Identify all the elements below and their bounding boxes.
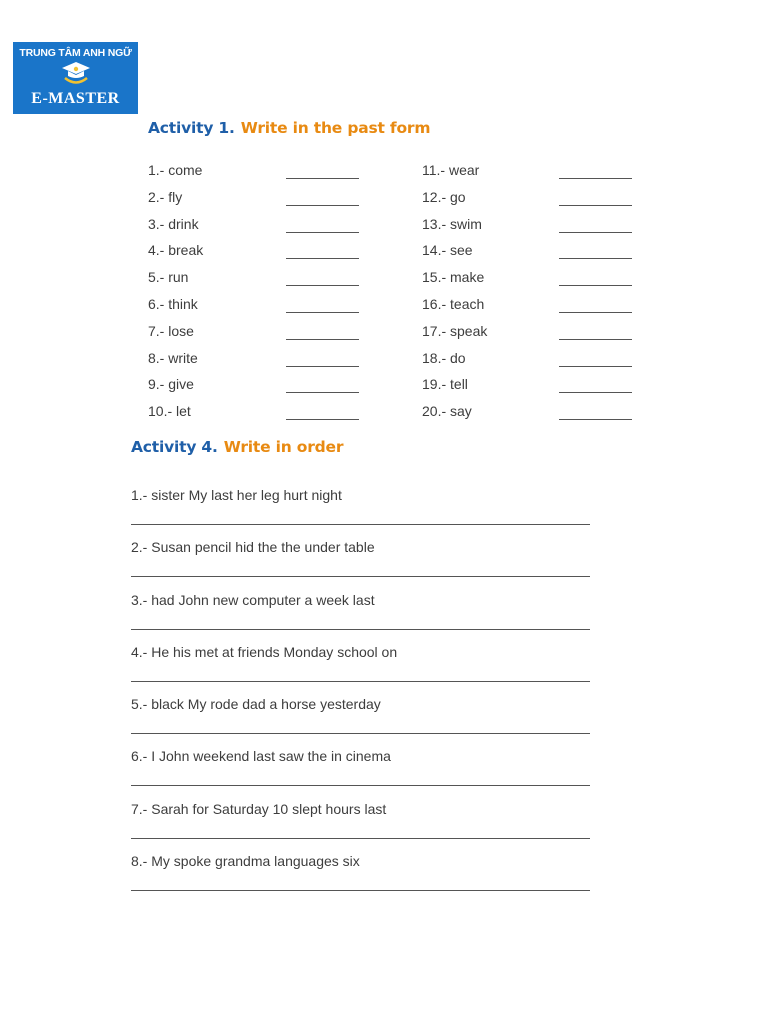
verb-label: 18.- do xyxy=(422,349,466,366)
verb-label: 13.- swim xyxy=(422,215,482,232)
scrambled-sentence: 1.- sister My last her leg hurt night xyxy=(131,487,342,503)
answer-line[interactable] xyxy=(131,629,590,630)
answer-blank[interactable] xyxy=(559,392,632,393)
verb-label: 12.- go xyxy=(422,188,466,205)
verb-label: 9.- give xyxy=(148,376,194,393)
answer-blank[interactable] xyxy=(559,178,632,179)
answer-blank[interactable] xyxy=(559,205,632,206)
answer-blank[interactable] xyxy=(559,419,632,420)
scrambled-sentence: 2.- Susan pencil hid the the under table xyxy=(131,539,375,556)
answer-blank[interactable] xyxy=(559,339,632,340)
activity-4-number: Activity 4. xyxy=(131,438,218,456)
answer-blank[interactable] xyxy=(286,392,359,393)
graduation-cap-icon xyxy=(61,60,91,88)
answer-line[interactable] xyxy=(131,785,590,786)
answer-blank[interactable] xyxy=(286,285,359,286)
activity-4-title: Write in order xyxy=(223,438,344,456)
verb-label: 6.- think xyxy=(148,295,198,312)
answer-blank[interactable] xyxy=(286,339,359,340)
answer-blank[interactable] xyxy=(286,258,359,259)
answer-line[interactable] xyxy=(131,681,590,682)
verb-label: 3.- drink xyxy=(148,215,199,232)
activity-1-number: Activity 1. xyxy=(148,119,235,137)
answer-blank[interactable] xyxy=(286,232,359,233)
verb-label: 14.- see xyxy=(422,242,473,259)
answer-line[interactable] xyxy=(131,733,590,734)
verb-label: 17.- speak xyxy=(422,322,488,339)
answer-blank[interactable] xyxy=(559,258,632,259)
scrambled-sentence: 4.- He his met at friends Monday school on xyxy=(131,643,398,660)
answer-line[interactable] xyxy=(131,890,590,891)
activity-1-title: Write in the past form xyxy=(240,119,431,137)
answer-blank[interactable] xyxy=(286,366,359,367)
logo-top-text: TRUNG TÂM ANH NGỮ xyxy=(19,47,132,59)
verb-label: 20.- say xyxy=(422,403,472,420)
answer-blank[interactable] xyxy=(559,285,632,286)
answer-line[interactable] xyxy=(131,838,590,839)
answer-blank[interactable] xyxy=(286,419,359,420)
answer-line[interactable] xyxy=(131,524,590,525)
scrambled-sentence: 3.- had John new computer a week last xyxy=(131,591,375,608)
scrambled-sentence: 6.- I John weekend last saw the in cinema xyxy=(131,748,391,765)
verb-label: 16.- teach xyxy=(422,295,485,312)
activity-4-heading xyxy=(131,438,343,456)
answer-blank[interactable] xyxy=(286,312,359,313)
verb-label: 11.- wear xyxy=(422,162,480,178)
verb-label: 15.- make xyxy=(422,269,485,286)
answer-blank[interactable] xyxy=(559,232,632,233)
scrambled-sentence: 8.- My spoke grandma languages six xyxy=(131,853,360,870)
verb-label: 10.- let xyxy=(148,403,191,420)
verb-label: 4.- break xyxy=(148,242,204,259)
answer-line[interactable] xyxy=(131,576,590,577)
answer-blank[interactable] xyxy=(286,178,359,179)
emaster-logo xyxy=(13,42,138,114)
verb-label: 2.- fly xyxy=(148,188,183,205)
verb-label: 7.- lose xyxy=(148,322,194,339)
activity-1-heading xyxy=(148,119,430,137)
verb-label: 1.- come xyxy=(148,162,203,178)
scrambled-sentence: 7.- Sarah for Saturday 10 slept hours last xyxy=(131,800,387,817)
answer-blank[interactable] xyxy=(286,205,359,206)
answer-blank[interactable] xyxy=(559,312,632,313)
verb-label: 19.- tell xyxy=(422,376,468,393)
logo-brand-text: E-MASTER xyxy=(31,90,120,107)
answer-blank[interactable] xyxy=(559,366,632,367)
verb-label: 5.- run xyxy=(148,269,189,286)
verb-label: 8.- write xyxy=(148,349,198,366)
scrambled-sentence: 5.- black My rode dad a horse yesterday xyxy=(131,696,381,713)
